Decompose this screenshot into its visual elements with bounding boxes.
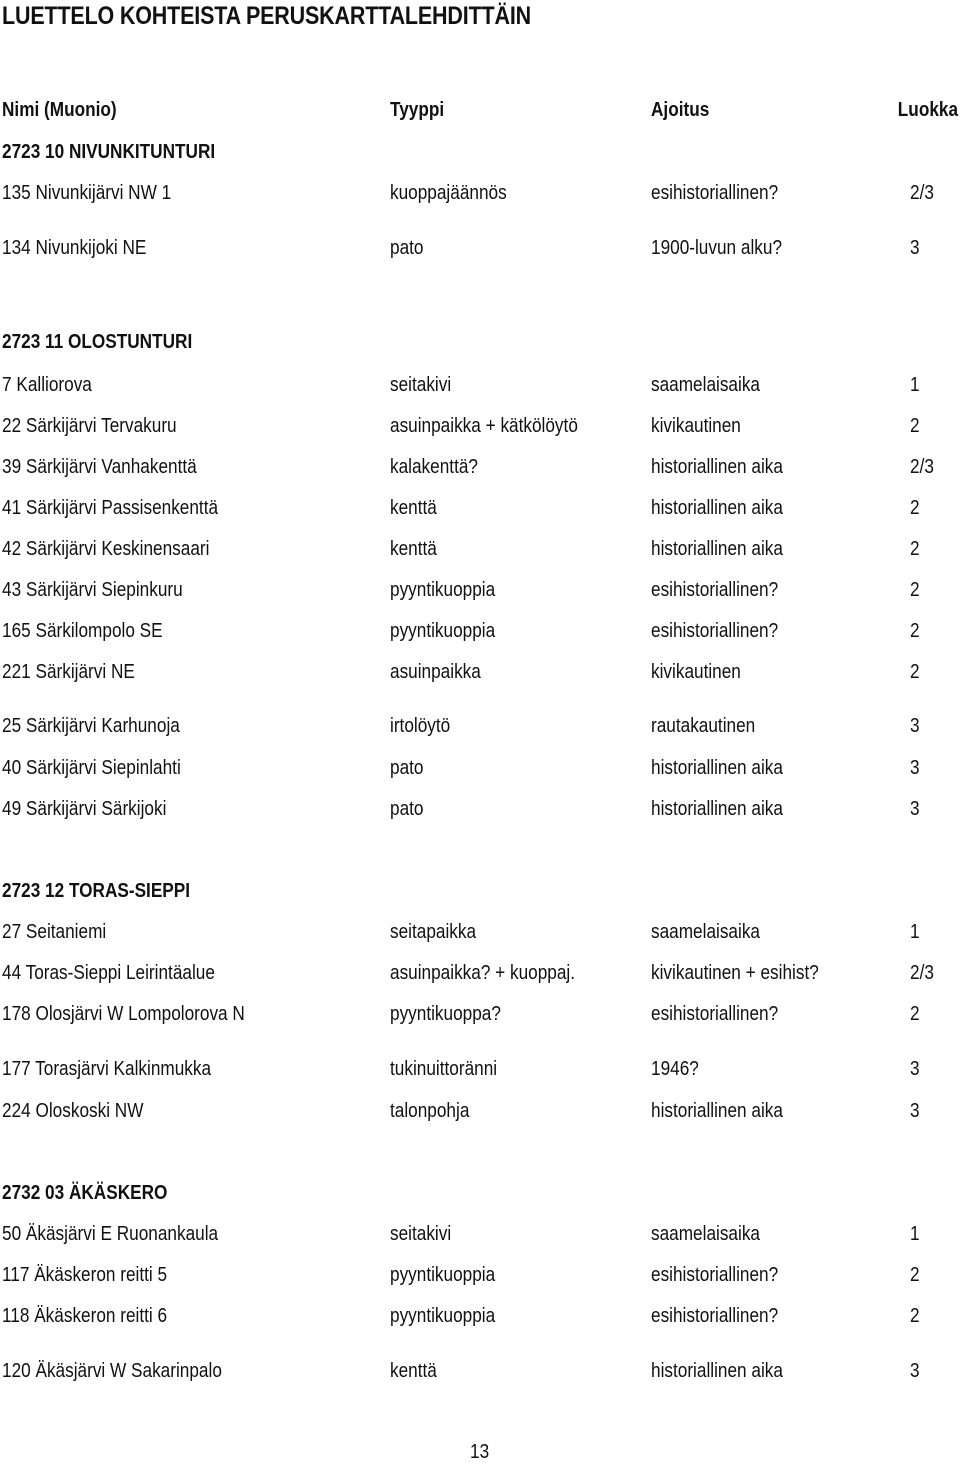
cell-name: 224 Oloskoski NW <box>2 1100 144 1122</box>
table-row <box>0 617 960 645</box>
cell-class: 3 <box>910 1058 920 1080</box>
cell-name: 27 Seitaniemi <box>2 921 107 943</box>
cell-type: pyyntikuoppia <box>390 579 496 601</box>
cell-date: historiallinen aika <box>651 497 783 519</box>
cell-name: 22 Särkijärvi Tervakuru <box>2 415 177 437</box>
table-row <box>0 658 960 686</box>
table-row <box>0 453 960 481</box>
cell-class: 1 <box>910 921 920 943</box>
cell-date: esihistoriallinen? <box>651 1264 779 1286</box>
cell-name: 177 Torasjärvi Kalkinmukka <box>2 1058 212 1080</box>
table-row <box>0 234 960 262</box>
cell-class: 2 <box>910 661 920 683</box>
table-row <box>0 1097 960 1125</box>
cell-date: historiallinen aika <box>651 798 783 820</box>
cell-type: pyyntikuoppia <box>390 1264 496 1286</box>
cell-date: esihistoriallinen? <box>651 620 779 642</box>
cell-class: 2 <box>910 579 920 601</box>
cell-class: 3 <box>910 715 920 737</box>
header-type: Tyyppi <box>390 99 445 121</box>
cell-class: 2 <box>910 620 920 642</box>
cell-name: 117 Äkäskeron reitti 5 <box>2 1264 168 1286</box>
table-row <box>0 1220 960 1248</box>
cell-type: asuinpaikka + kätkölöytö <box>390 415 578 437</box>
cell-type: pyyntikuoppia <box>390 1305 496 1327</box>
cell-date: kivikautinen <box>651 661 741 683</box>
table-row <box>0 412 960 440</box>
cell-class: 2 <box>910 538 920 560</box>
cell-type: kuoppajäännös <box>390 182 507 204</box>
cell-class: 2/3 <box>910 182 934 204</box>
cell-date: historiallinen aika <box>651 1100 783 1122</box>
cell-name: 135 Nivunkijärvi NW 1 <box>2 182 172 204</box>
cell-name: 118 Äkäskeron reitti 6 <box>2 1305 168 1327</box>
table-row <box>0 1000 960 1028</box>
cell-class: 2 <box>910 497 920 519</box>
cell-name: 42 Särkijärvi Keskinensaari <box>2 538 210 560</box>
table-row <box>0 1261 960 1289</box>
cell-class: 2 <box>910 1305 920 1327</box>
cell-type: seitakivi <box>390 374 452 396</box>
cell-class: 3 <box>910 757 920 779</box>
cell-type: pato <box>390 237 424 259</box>
cell-type: seitakivi <box>390 1223 452 1245</box>
cell-date: esihistoriallinen? <box>651 1003 779 1025</box>
table-row <box>0 1055 960 1083</box>
page-number: 13 <box>470 1441 490 1463</box>
cell-type: tukinuittoränni <box>390 1058 498 1080</box>
table-row <box>0 1357 960 1385</box>
cell-type: irtolöytö <box>390 715 451 737</box>
cell-name: 40 Särkijärvi Siepinlahti <box>2 757 181 779</box>
cell-type: kalakenttä? <box>390 456 478 478</box>
header-class: Luokka <box>897 99 958 121</box>
cell-class: 3 <box>910 798 920 820</box>
table-row <box>0 754 960 782</box>
cell-type: pato <box>390 798 424 820</box>
section-title: 2732 03 ÄKÄSKERO <box>2 1182 168 1204</box>
cell-date: saamelaisaika <box>651 1223 760 1245</box>
cell-name: 7 Kalliorova <box>2 374 92 396</box>
cell-name: 134 Nivunkijoki NE <box>2 237 147 259</box>
cell-type: talonpohja <box>390 1100 470 1122</box>
cell-name: 43 Särkijärvi Siepinkuru <box>2 579 183 601</box>
cell-name: 165 Särkilompolo SE <box>2 620 163 642</box>
cell-date: historiallinen aika <box>651 757 783 779</box>
cell-type: kenttä <box>390 497 437 519</box>
cell-type: seitapaikka <box>390 921 477 943</box>
table-row <box>0 494 960 522</box>
cell-class: 3 <box>910 1100 920 1122</box>
page-title: LUETTELO KOHTEISTA PERUSKARTTALEHDITTÄIN <box>2 2 532 30</box>
cell-date: saamelaisaika <box>651 921 760 943</box>
cell-type: asuinpaikka <box>390 661 481 683</box>
cell-type: asuinpaikka? + kuoppaj. <box>390 962 576 984</box>
table-row <box>0 712 960 740</box>
cell-date: historiallinen aika <box>651 538 783 560</box>
section-title: 2723 10 NIVUNKITUNTURI <box>2 141 216 163</box>
cell-class: 2/3 <box>910 962 934 984</box>
cell-name: 221 Särkijärvi NE <box>2 661 135 683</box>
cell-type: pato <box>390 757 424 779</box>
cell-class: 3 <box>910 1360 920 1382</box>
cell-date: esihistoriallinen? <box>651 579 779 601</box>
cell-date: kivikautinen + esihist? <box>651 962 819 984</box>
cell-name: 39 Särkijärvi Vanhakenttä <box>2 456 197 478</box>
cell-class: 3 <box>910 237 920 259</box>
cell-class: 2/3 <box>910 456 934 478</box>
cell-name: 120 Äkäsjärvi W Sakarinpalo <box>2 1360 222 1382</box>
cell-name: 44 Toras-Sieppi Leirintäalue <box>2 962 215 984</box>
table-row <box>0 1302 960 1330</box>
cell-class: 2 <box>910 1264 920 1286</box>
table-header <box>0 96 960 124</box>
cell-date: 1900-luvun alku? <box>651 237 783 259</box>
cell-name: 49 Särkijärvi Särkijoki <box>2 798 167 820</box>
cell-type: kenttä <box>390 1360 437 1382</box>
cell-type: pyyntikuoppa? <box>390 1003 501 1025</box>
header-name: Nimi (Muonio) <box>2 99 117 121</box>
cell-date: historiallinen aika <box>651 456 783 478</box>
cell-date: historiallinen aika <box>651 1360 783 1382</box>
cell-class: 2 <box>910 415 920 437</box>
table-row <box>0 795 960 823</box>
cell-date: kivikautinen <box>651 415 741 437</box>
cell-date: esihistoriallinen? <box>651 1305 779 1327</box>
table-row <box>0 918 960 946</box>
table-row <box>0 535 960 563</box>
section-title: 2723 11 OLOSTUNTURI <box>2 331 193 353</box>
cell-date: saamelaisaika <box>651 374 760 396</box>
cell-class: 1 <box>910 1223 920 1245</box>
cell-name: 178 Olosjärvi W Lompolorova N <box>2 1003 245 1025</box>
cell-name: 41 Särkijärvi Passisenkenttä <box>2 497 219 519</box>
cell-date: rautakautinen <box>651 715 756 737</box>
cell-date: esihistoriallinen? <box>651 182 779 204</box>
cell-name: 25 Särkijärvi Karhunoja <box>2 715 180 737</box>
table-row <box>0 179 960 207</box>
table-row <box>0 959 960 987</box>
section-title: 2723 12 TORAS-SIEPPI <box>2 880 191 902</box>
table-row <box>0 371 960 399</box>
cell-name: 50 Äkäsjärvi E Ruonankaula <box>2 1223 219 1245</box>
cell-date: 1946? <box>651 1058 699 1080</box>
cell-class: 2 <box>910 1003 920 1025</box>
cell-type: pyyntikuoppia <box>390 620 496 642</box>
cell-class: 1 <box>910 374 920 396</box>
table-row <box>0 576 960 604</box>
header-date: Ajoitus <box>651 99 710 121</box>
cell-type: kenttä <box>390 538 437 560</box>
